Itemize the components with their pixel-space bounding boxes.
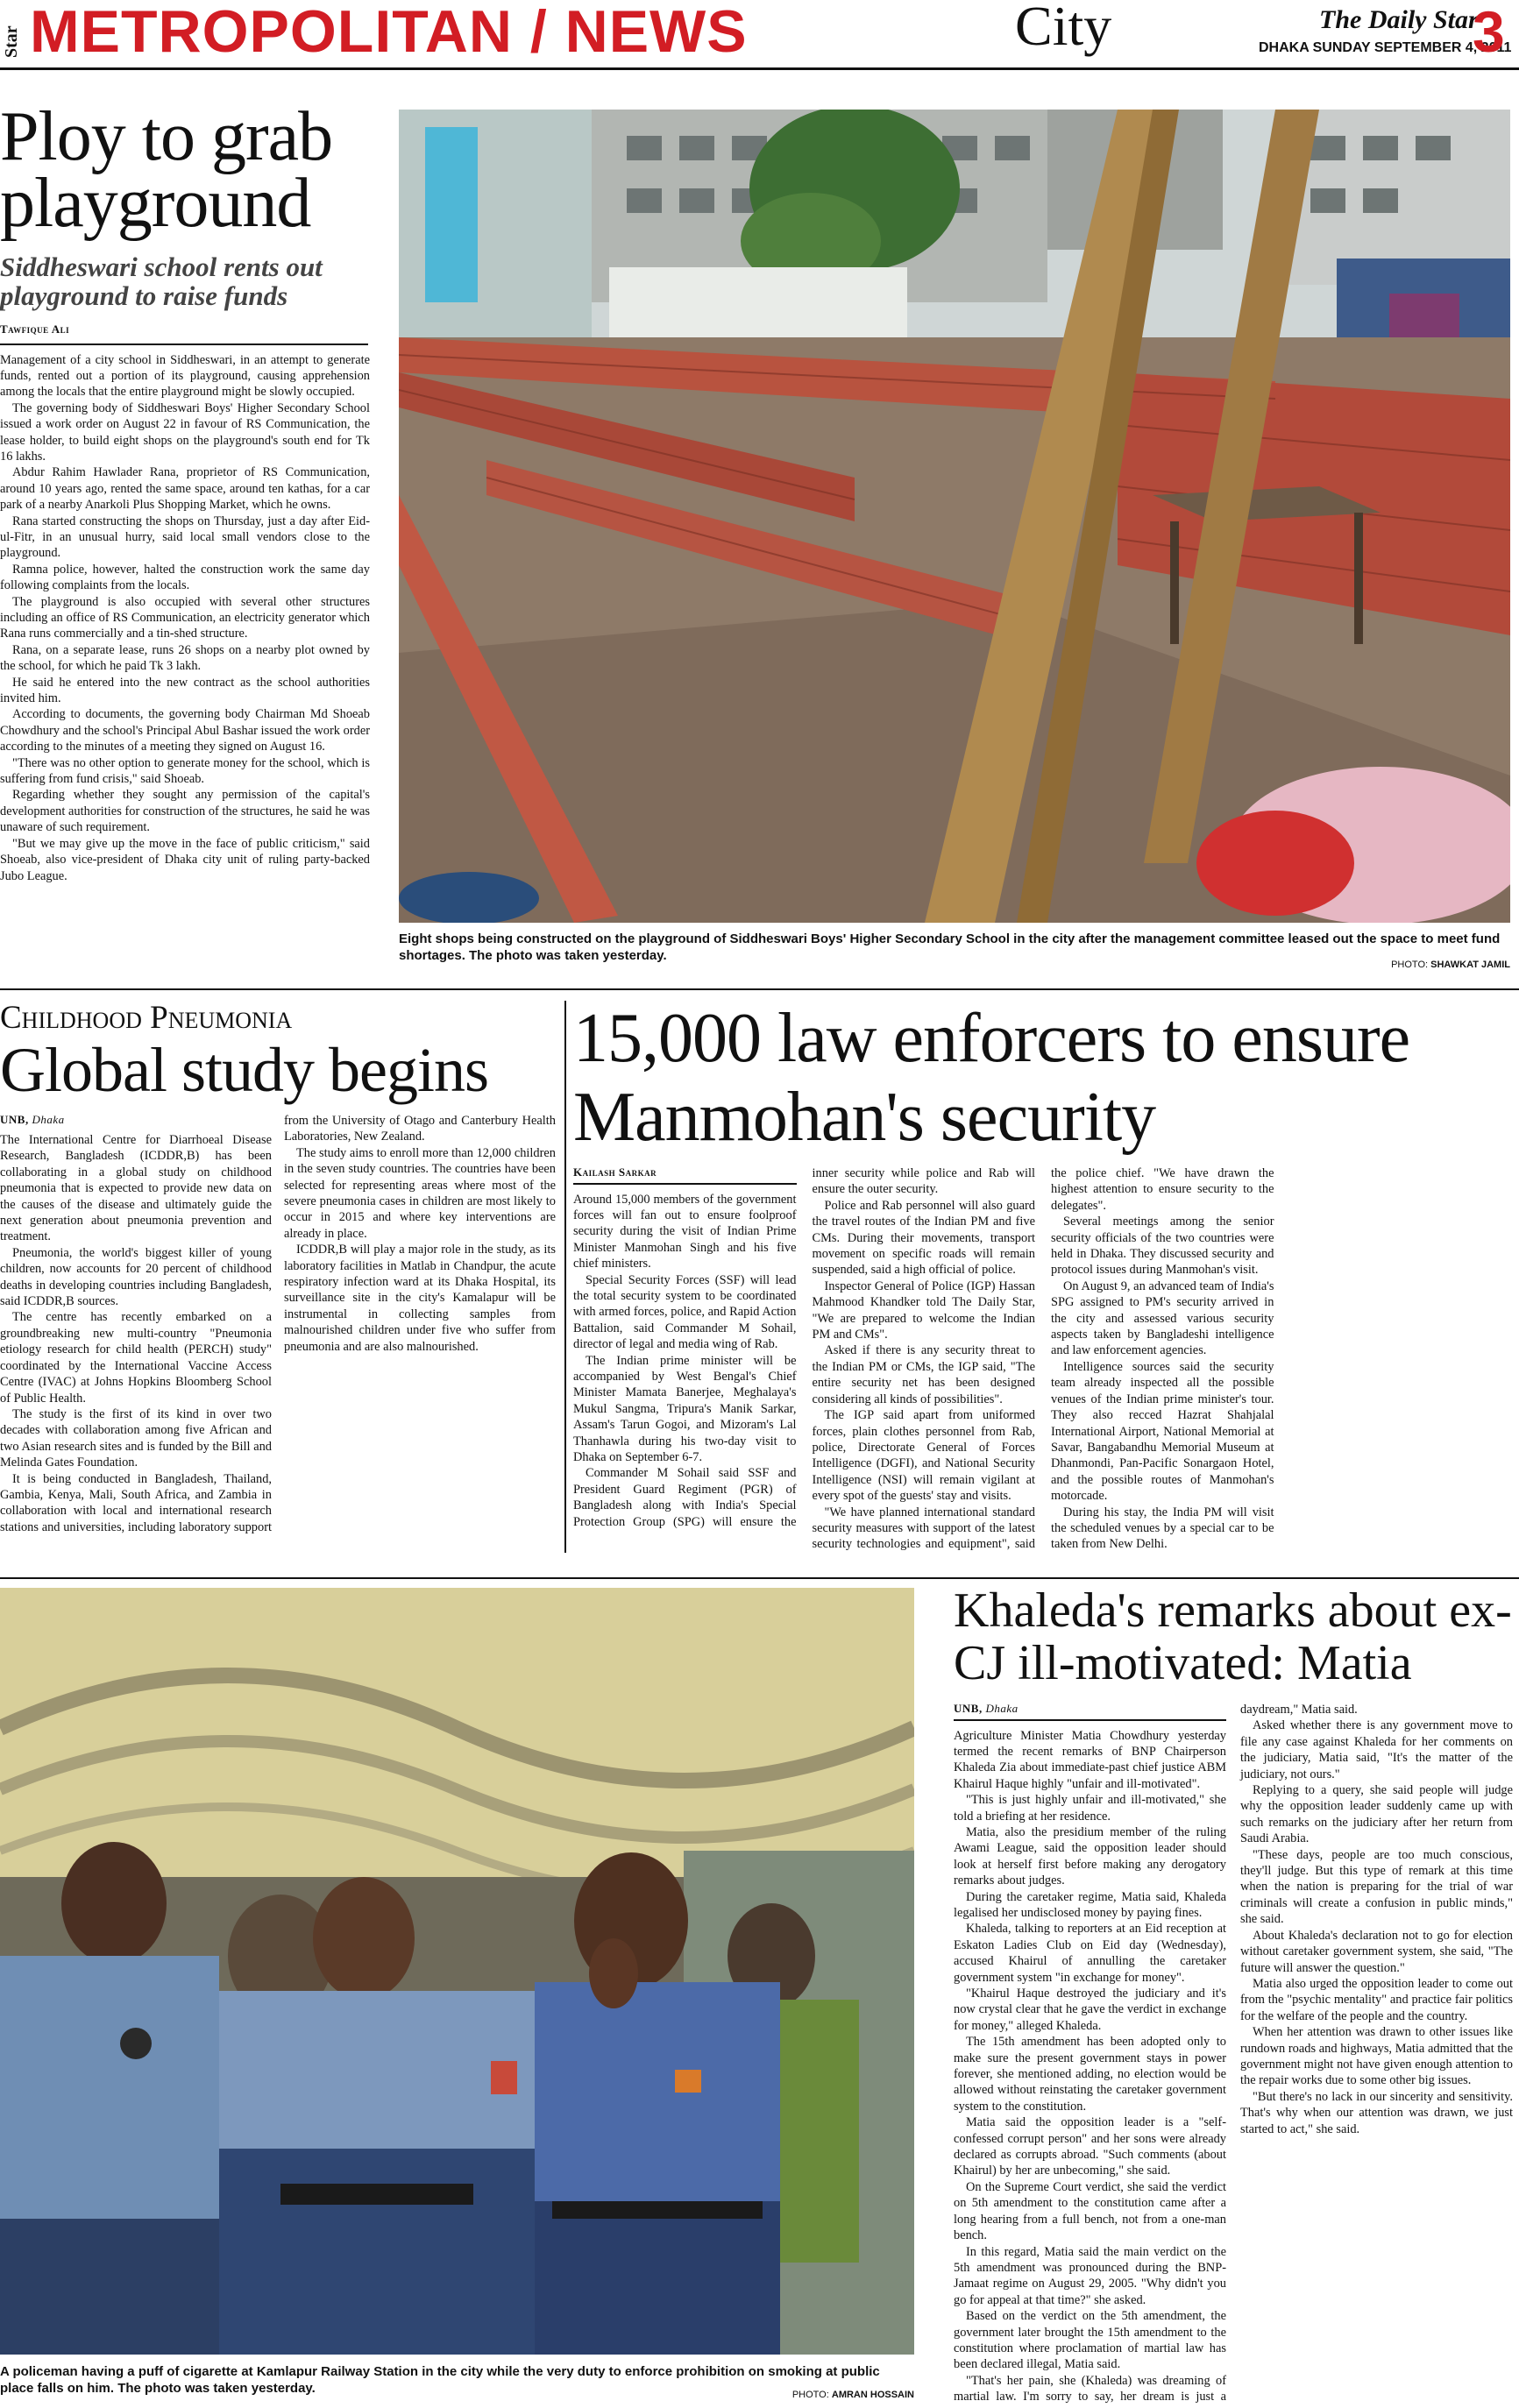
article-body	[573, 1165, 1274, 1560]
paragraph: Rana, on a separate lease, runs 26 shops on a nearby plot owned by the school, for which he paid Tk 3 lakh.	[0, 642, 370, 674]
star-logo: Star	[2, 25, 21, 58]
paragraph: Pneumonia, the world's biggest killer of young children, now accounts for 20 percent of childhood deaths in developing countries including Bangladesh, said ICDDR,B sources.	[0, 1245, 272, 1309]
paragraph: The IGP said apart from uniformed forces, plain clothes personnel from Rab, police, Directorate General of Forces Intelligence (DGFI), and National Security Intelligence (NSI) will remain vigilant at every spot of the guests' stay and visits.	[812, 1408, 1035, 1504]
headline: Global study begins	[0, 1035, 488, 1105]
byline-place: Dhaka	[985, 1702, 1019, 1715]
paragraph: On the Supreme Court verdict, she said the verdict on 5th amendment to the constitution came after a long hearing from a full bench, not from a one-man bench.	[954, 2179, 1226, 2243]
paragraph: "These days, people are too much conscious, they'll judge. But this type of remark at this time when the nation is preparing for the trial of war criminals will create a confusion in public minds," she said.	[1240, 1847, 1513, 1927]
masthead	[0, 0, 1519, 70]
paragraph: Inspector General of Police (IGP) Hassan Mahmood Khandker told The Daily Star, "We are prepared to welcome the Indian PM and CMs".	[812, 1278, 1035, 1342]
byline-rule	[573, 1183, 797, 1185]
photo-credit	[1379, 960, 1510, 970]
article-body	[954, 1702, 1513, 2407]
photo-credit-label: PHOTO:	[791, 2390, 829, 2400]
byline	[0, 1113, 272, 1127]
photo-credit-name: AMRAN HOSSAIN	[831, 2390, 914, 2400]
dateline: DHAKA SUNDAY SEPTEMBER 4, 2011	[1259, 40, 1512, 55]
paragraph: Asked whether there is any government move to file any case against Khaleda for her comments on the judiciary, Matia said, "It's the matter of the judiciary, not ours."	[1240, 1718, 1513, 1781]
paragraph: Agriculture Minister Matia Chowdhury yesterday termed the recent remarks of BNP Chairperson Khaleda Zia about immediate-past chief justice ABM Khairul Haque highly "unfair and ill-motivated".	[954, 1728, 1226, 1791]
byline-agency: UNB,	[954, 1702, 983, 1715]
paragraph: Special Security Forces (SSF) will lead the total security system to be coordinated with armed forces, police, and Rapid Action Battalion, said Commander M Sohail, director of legal and media wing of Rab.	[573, 1272, 797, 1352]
paragraph: On August 9, an advanced team of India's SPG assigned to PM's security arrived in the city and assessed various security aspects taken by Bangladeshi intelligence and law enforcement agencies.	[1051, 1278, 1274, 1358]
paragraph: It is being conducted in Bangladesh, Thailand, Gambia, Kenya, Mali, South Africa, and Zambia in collaboration with local and international research stations and universities, including laboratory support from the University of Otago and Canterbury Health Laboratories, New Zealand.	[0, 1114, 556, 1534]
story-pneumonia	[0, 1001, 556, 1562]
paragraph: "But we may give up the move in the face of public criticism," said Shoeab, also vice-president of Dhaka city unit of ruling party-backed Jubo League.	[0, 836, 370, 883]
paragraph: "But there's no lack in our sincerity and sensitivity. That's why when our attention was drawn, we just started to act," she said.	[1240, 2089, 1513, 2136]
photo-caption: Eight shops being constructed on the playground of Siddheswari Boys' Higher Secondary School in the city after the management committee leased out the space to meet fund shortages. The photo was taken yesterday.	[399, 931, 1501, 963]
paragraph: According to documents, the governing body Chairman Md Shoeab Chowdhury and the school's Principal Abul Bashar issued the work order according to the minutes of a meeting they signed on August 16.	[0, 707, 370, 754]
photo-caption: A policeman having a puff of cigarette at Kamlapur Railway Station in the city while the very duty to enforce prohibition on smoking at public place falls on him. The photo was taken yesterday.	[0, 2364, 880, 2396]
byline: Kailash Sarkar	[573, 1165, 657, 1179]
paragraph: Matia, also the presidium member of the ruling Awami League, said the opposition leader should look at herself first before making any derogatory remarks about judges.	[954, 1824, 1226, 1888]
photo-credit	[771, 2390, 914, 2400]
paragraph: When her attention was drawn to other issues like rundown roads and highways, Matia admitted that the government might not have given enough attention to the repair works due to some other big issues.	[1240, 2025, 1513, 2088]
paragraph: The centre has recently embarked on a groundbreaking new multi-country "Pneumonia etiology research for child health (PERCH) study" coordinated by the International Vaccine Access Centre (IVAC) at Johns Hopkins Bloomberg School of Public Health.	[0, 1310, 272, 1406]
paragraph: During his stay, the India PM will visit the scheduled venues by a special car to be taken from New Delhi.	[1051, 1505, 1274, 1552]
paper-name: The Daily Star	[1319, 5, 1479, 34]
paragraph: The International Centre for Diarrhoeal Disease Research, Bangladesh (ICDDR,B) has been collaborating in a global study on childhood pneumonia that is expected to provide new data on the causes of the disease and ultimately guide the next generation about pneumonia prevention and treatment.	[0, 1133, 272, 1244]
byline-place: Dhaka	[32, 1113, 65, 1126]
byline: Tawfique Ali	[0, 322, 70, 336]
article-columns	[0, 1113, 556, 1551]
paragraph: About Khaleda's declaration not to go for election without caretaker government system, she said, "The future will answer the question."	[1240, 1928, 1513, 1975]
headline: Ploy to grab playground	[0, 98, 333, 242]
paragraph: The study is the first of its kind in over two decades with collaboration among five African and two Asian research sites and is funded by the Bill and Melinda Gates Foundation.	[0, 1406, 272, 1470]
story-security	[573, 999, 1513, 1560]
byline-rule	[954, 1719, 1226, 1721]
headline: Khaleda's remarks about ex-CJ ill-motivated: Matia	[954, 1583, 1512, 1690]
paragraph: He said he entered into the new contract as the school authorities invited him.	[0, 675, 370, 706]
paragraph: Ramna police, however, halted the construction work the same day following complaints from the locals.	[0, 562, 370, 593]
paragraph: Khaleda, talking to reporters at an Eid reception at Eskaton Ladies Club on Eid day (Wednesday), accused Khairul of annulling the caretaker government system "in exchange for money".	[954, 1922, 1226, 1985]
paragraph: ICDDR,B will play a major role in the study, as its laboratory facilities in Matlab in Chandpur, the acute respiratory infection ward at its Dhaka Hospital, its surveillance site in the city's Kamalapur will be instrumental in collecting samples from malnourished children under five who suffer from pneumonia and are also malnourished.	[284, 1243, 556, 1354]
column-divider	[564, 1001, 566, 1553]
paragraph: Management of a city school in Siddheswari, in an attempt to generate funds, rented out a portion of its playground, causing apprehension among the locals that the entire playground might be slowly occupied.	[0, 352, 370, 400]
paragraph: "Khairul Haque destroyed the judiciary and it's now crystal clear that he gave the verdict in exchange for money," alleged Khaleda.	[954, 1987, 1226, 2033]
subhead: Siddheswari school rents out playground to raise funds	[0, 251, 323, 311]
police-smoking-photo	[0, 1588, 914, 2355]
paragraph: "We have planned international standard security measures with support of the latest security technologies and equipment", said the police chief. "We have drawn the highest attention to ensure security to the delegates".	[812, 1166, 1274, 1552]
paragraph: The playground is also occupied with several other structures including an office of RS Communication, an electricity generator which Rana runs commercially and a tin-shed structure.	[0, 594, 370, 641]
city-label: City	[1015, 0, 1112, 57]
paragraph: Intelligence sources said the security team already inspected all the possible venues of the Indian prime minister's tour. They also recced Hazrat Shahjalal International Airport, National Memorial at Savar, Bangabandhu Memorial Museum at Dhanmondi, Pan-Pacific Sonargaon Hotel, and the possible routes of Manmohan's motorcade.	[1051, 1359, 1274, 1504]
paragraph: Regarding whether they sought any permission of the capital's development authorities for construction of the structures, he said he was unaware of such requirement.	[0, 788, 370, 835]
paragraph: In this regard, Matia said the main verdict on the 5th amendment was pronounced during the BNP-Jamaat regime on August 29, 2005. "Why didn't you go for appeal at that time?" she asked.	[954, 2244, 1226, 2307]
paragraph: The 15th amendment has been adopted only to make sure the present government stays in power forever, she mentioned adding, no election would be allowed without reinstating the caretaker government system to the constitution.	[954, 2035, 1226, 2114]
paragraph: Around 15,000 members of the government forces will fan out to ensure foolproof security during the visit of Indian Prime Minister Manmohan Singh and his five chief ministers.	[573, 1192, 797, 1271]
photo-credit-name: SHAWKAT JAMIL	[1430, 960, 1510, 970]
paragraph: "This is just highly unfair and ill-motivated," she told a briefing at her residence.	[954, 1793, 1226, 1824]
paragraph: "There was no other option to generate money for the school, which is suffering from fund crisis," said Shoeab.	[0, 755, 370, 787]
article-columns	[954, 1702, 1513, 2407]
paragraph: The governing body of Siddheswari Boys' Higher Secondary School issued a work order on August 22 in favour of RS Communication, the lease holder, to build eight shops on the playground's south end for Tk 16 lakhs.	[0, 400, 370, 464]
article-columns	[573, 1165, 1513, 1560]
paragraph: Abdur Rahim Hawlader Rana, proprietor of RS Communication, around 10 years ago, rented the same space, around ten kathas, for a car park of a nearby Anarkoli Plus Shopping Market, which he owns.	[0, 465, 370, 513]
kicker: Childhood Pneumonia	[0, 1000, 293, 1036]
construction-site-illustration	[399, 110, 1510, 923]
paragraph: Police and Rab personnel will also guard the travel routes of the Indian PM and five CMs. During their movements, transport movement on specific roads will remain suspended, said a high official of police.	[812, 1198, 1035, 1278]
section-title: METROPOLITAN / NEWS	[30, 0, 748, 65]
paragraph: The Indian prime minister will be accompanied by West Bengal's Chief Minister Mamata Banerjee, Meghalaya's Mukul Sangma, Tripura's Manik Sarkar, Assam's Tarun Gogoi, and Mizoram's Lal Thanhawla during his two-day visit to Dhaka on September 6-7.	[573, 1353, 797, 1464]
byline-rule	[0, 343, 368, 345]
story-khaleda	[954, 1584, 1513, 2404]
headline: 15,000 law enforcers to ensure Manmohan's security	[573, 1000, 1410, 1156]
photo-credit-label: PHOTO:	[1391, 960, 1429, 970]
section-divider	[0, 988, 1519, 990]
paragraph: Commander M Sohail said SSF and President Guard Regiment (PGR) of Bangladesh along with India's Special Protection Group (SPG) will ensure the inner security while police and Rab will ensure the outer security.	[573, 1166, 1035, 1529]
article-body	[0, 1113, 556, 1551]
page-number: 3	[1473, 0, 1505, 64]
paragraph: "That's her pain, she (Khaleda) was dreaming of martial law. I'm sorry to say, her dream is just a daydream," Matia said.	[954, 1703, 1358, 2404]
section-divider	[0, 1577, 1519, 1579]
paragraph: Matia also urged the opposition leader to come out from the "psychic mentality" and practice fair politics for the welfare of the people and the country.	[1240, 1976, 1513, 2023]
byline	[954, 1702, 1226, 1716]
byline-agency: UNB,	[0, 1113, 29, 1126]
paragraph: Asked if there is any security threat to the Indian PM or CMs, the IGP said, "The entire security net has been designed considering all kinds of possibilities".	[812, 1343, 1035, 1406]
article-body	[0, 352, 370, 884]
paragraph: Replying to a query, she said people will judge why the opposition leader suddenly came up with such remarks on the judiciary after her return from Saudi Arabia.	[1240, 1783, 1513, 1846]
paragraph: Several meetings among the senior security officials of the two countries were held in Dhaka. They discussed security and protocol issues during Manmohan's visit.	[1051, 1215, 1274, 1278]
police-station-illustration	[0, 1588, 914, 2355]
paragraph: During the caretaker regime, Matia said, Khaleda legalised her undisclosed money by paying fines.	[954, 1889, 1226, 1920]
paragraph: Rana started constructing the shops on Thursday, just a day after Eid-ul-Fitr, in an unusual hurry, said local small vendors close to the playground.	[0, 513, 370, 561]
paragraph: The study aims to enroll more than 12,000 children in the seven study countries. The countries have been selected for representing areas where most of the severe pneumonia cases in children are most likely to occur in 2015 and where key interventions are already in place.	[284, 1145, 556, 1241]
construction-site-photo	[399, 110, 1510, 923]
story-playground	[0, 98, 370, 980]
paragraph: Based on the verdict on the 5th amendment, the government later brought the 15th amendment to the constitution where proclamation of martial law has been declared illegal, Matia said.	[954, 2309, 1226, 2372]
paragraph: Matia said the opposition leader is a "self-confessed corrupt person" and her sons were already declared as corrupts abroad. "Such comments (about Khairul) by her are unbecoming," she said.	[954, 2115, 1226, 2178]
